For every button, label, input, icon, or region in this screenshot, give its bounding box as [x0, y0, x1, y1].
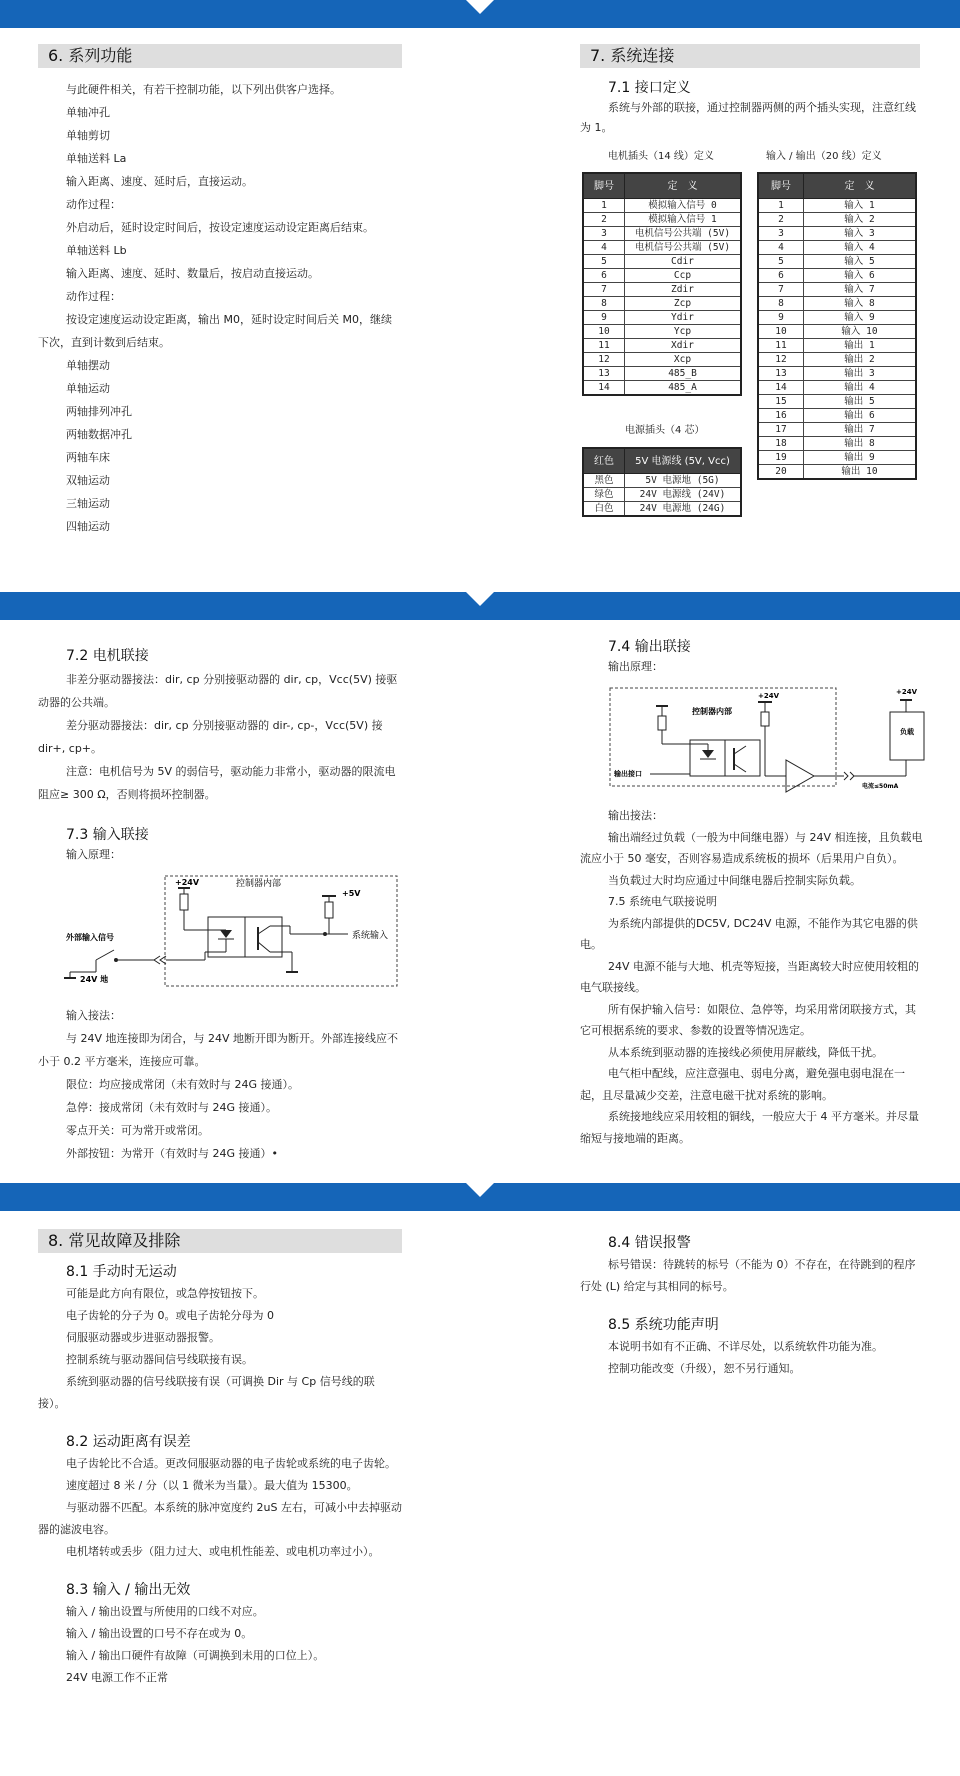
table-cell: 20	[758, 465, 804, 480]
text-line: 单轴送料 La	[66, 152, 127, 165]
section-8-2-p1: 电子齿轮比不合适。更改伺服驱动器的电子齿轮或系统的电子齿轮。	[66, 1457, 396, 1470]
paragraph: 系统接地线应采用较粗的铜线，一般应大于 4 平方毫米。并尽量缩短与接地端的距离。	[580, 1110, 919, 1145]
section-7-2-p3: 注意：电机信号为 5V 的弱信号，驱动能力非常小，驱动器的限流电阻应≥ 300 Ω，否则将损坏控制器。	[38, 765, 396, 801]
section-7-title: 7. 系统连接	[580, 44, 920, 68]
section-6-title: 6. 系列功能	[38, 44, 402, 68]
section-7-4-p2: 当负载过大时均应通过中间继电器后控制实际负载。	[608, 873, 861, 887]
motor-table-header-pin: 脚号	[583, 173, 625, 199]
table-cell: 13	[583, 367, 625, 381]
motor-table-header-def: 定 义	[625, 173, 742, 199]
table-cell: 输入 10	[804, 325, 917, 339]
table-cell: 12	[758, 353, 804, 367]
power-table	[582, 447, 742, 517]
table-cell: 输出 8	[804, 437, 917, 451]
motor-table-caption: 电机插头（14 线）定义	[608, 151, 714, 162]
table-row	[583, 297, 741, 311]
table-cell: 输出 3	[804, 367, 917, 381]
text-line: 动作过程：	[66, 198, 121, 211]
section-7-2-p2: 差分驱动器接法：dir, cp 分别接驱动器的 dir-, cp-，Vcc(5V) 接 dir+, cp+。	[38, 719, 383, 755]
section-7-3-wiring	[38, 1004, 402, 1165]
table-row	[583, 255, 741, 269]
table-row	[583, 502, 741, 517]
table-cell: 10	[758, 325, 804, 339]
text-line: 输入距离、速度、延时后，直接运动。	[66, 175, 253, 188]
io-pin-table	[757, 172, 917, 480]
table-cell: 7	[758, 283, 804, 297]
table-cell: 10	[583, 325, 625, 339]
table-cell: 输入 3	[804, 227, 917, 241]
table-cell: 6	[758, 269, 804, 283]
section-8-4-para: 标号错误：待跳转的标号（不能为 0）不存在，在待跳到的程序行处 (L) 给定与其相同的标号。	[580, 1258, 916, 1293]
table-cell: 1	[583, 199, 625, 213]
table-row	[758, 213, 916, 227]
table-cell: 输出 2	[804, 353, 917, 367]
section-8-5-lines	[580, 1336, 924, 1380]
table-row	[583, 381, 741, 396]
list-item: 急停：接成常闭（未有效时与 24G 接通）。	[66, 1101, 278, 1114]
section-7-4-wiring	[580, 805, 924, 1149]
section-7-3-p1: 与 24V 地连接即为闭合，与 24V 地断开即为断开。外部连接线应不小于 0.2 平方毫米，连接应可靠。	[38, 1032, 399, 1068]
middle-band-1	[0, 592, 960, 620]
list-item: 单轴摆动	[66, 359, 110, 372]
text-line: 可能是此方向有限位，或急停按钮按下。	[66, 1287, 264, 1300]
list-item: 零点开关：可为常开或常闭。	[66, 1124, 209, 1137]
table-cell: 2	[758, 213, 804, 227]
table-cell: 5	[758, 255, 804, 269]
table-cell: Ccp	[625, 269, 742, 283]
input-resistor-1	[180, 894, 188, 910]
table-cell: 黑色	[583, 474, 625, 488]
section-7-3	[38, 824, 402, 863]
section-8-4	[580, 1232, 924, 1380]
table-cell: 电机信号公共端 (5V)	[625, 227, 742, 241]
input-ext-label: 外部输入信号	[66, 933, 114, 942]
section-8-4-title: 8.4 错误报警	[608, 1235, 691, 1251]
table-row	[758, 353, 916, 367]
paragraph: 从本系统到驱动器的连接线必须使用屏蔽线，降低干扰。	[608, 1045, 883, 1059]
output-circuit-diagram	[606, 684, 946, 794]
text-line: 控制功能改变（升级），恕不另行通知。	[608, 1362, 801, 1375]
section-7-4-title: 7.4 输出联接	[608, 639, 691, 655]
text-line: 输入 / 输出口硬件有故障（可调换到未用的口位上）。	[66, 1649, 325, 1662]
table-row	[583, 311, 741, 325]
list-item: 两轴车床	[66, 451, 110, 464]
power-table-header-def: 5V 电源线 (5V, Vcc)	[625, 448, 742, 474]
text-line: 输入距离、速度、延时、数量后，按启动直接运动。	[66, 267, 319, 280]
table-cell: 7	[583, 283, 625, 297]
text-line: 电子齿轮的分子为 0。或电子齿轮分母为 0	[66, 1309, 274, 1322]
table-cell: 输入 1	[804, 199, 917, 213]
input-v5-label: +5V	[342, 889, 361, 898]
table-cell: 11	[583, 339, 625, 353]
list-item: 四轴运动	[66, 520, 110, 533]
text-line: 伺服驱动器或步进驱动器报警。	[66, 1331, 220, 1344]
section-8-5-title: 8.5 系统功能声明	[608, 1317, 719, 1333]
section-8-title: 8. 常见故障及排除	[38, 1229, 402, 1253]
list-item: 限位：均应接成常闭（未有效时与 24G 接通）。	[66, 1078, 300, 1091]
section-7-2-title: 7.2 电机联接	[66, 648, 149, 664]
table-cell: 白色	[583, 502, 625, 517]
table-cell: 2	[583, 213, 625, 227]
output-load-box	[890, 712, 924, 760]
input-gnd-label: 24V 地	[80, 975, 109, 984]
table-cell: 3	[758, 227, 804, 241]
table-row	[758, 283, 916, 297]
table-row	[583, 213, 741, 227]
table-row	[758, 339, 916, 353]
table-row	[758, 437, 916, 451]
table-cell: 输出 7	[804, 423, 917, 437]
power-table-header-color: 红色	[583, 448, 625, 474]
table-cell: 输出 10	[804, 465, 917, 480]
table-row	[583, 353, 741, 367]
table-row	[583, 269, 741, 283]
table-cell: 输入 8	[804, 297, 917, 311]
section-7-5-paras	[580, 913, 924, 1150]
table-row	[758, 255, 916, 269]
output-inner-dashed-box	[610, 688, 836, 786]
text-line: 单轴剪切	[66, 129, 110, 142]
table-cell: Zdir	[625, 283, 742, 297]
table-cell: 3	[583, 227, 625, 241]
io-table-header-def: 定 义	[804, 173, 917, 199]
table-cell: 17	[758, 423, 804, 437]
output-load-label: 负载	[900, 728, 914, 736]
table-cell: 485_B	[625, 367, 742, 381]
table-row	[758, 423, 916, 437]
table-cell: 24V 电源线 (24V)	[625, 488, 742, 502]
table-row	[758, 409, 916, 423]
section-8-2-p2: 速度超过 8 米 / 分（以 1 微米为当量）。最大值为 15300。	[66, 1479, 358, 1492]
input-sysin-label: 系统输入	[352, 931, 389, 941]
section-8-1-title: 8.1 手动时无运动	[66, 1264, 177, 1280]
table-cell: 9	[583, 311, 625, 325]
table-row	[583, 325, 741, 339]
table-cell: Ycp	[625, 325, 742, 339]
table-row	[583, 199, 741, 213]
output-buffer-triangle	[786, 760, 814, 792]
output-current-label: 电流≤50mA	[862, 783, 899, 790]
table-row	[758, 367, 916, 381]
table-cell: 输出 1	[804, 339, 917, 353]
section-8-1-lines	[38, 1283, 402, 1371]
table-row	[583, 339, 741, 353]
table-cell: 输入 4	[804, 241, 917, 255]
table-row	[758, 241, 916, 255]
motor-pin-table	[582, 172, 742, 396]
table-row	[758, 395, 916, 409]
table-cell: 输入 6	[804, 269, 917, 283]
middle-band-2	[0, 1183, 960, 1211]
list-item: 外部按钮：为常开（有效时与 24G 接通）•	[66, 1147, 279, 1160]
section-7-4-wiring-title: 输出接法：	[608, 809, 663, 822]
section-7-2	[38, 645, 402, 806]
table-cell: 输入 9	[804, 311, 917, 325]
table-cell: 13	[758, 367, 804, 381]
table-cell: 电机信号公共端 (5V)	[625, 241, 742, 255]
section-8-3-lines	[38, 1601, 402, 1689]
text-line: 单轴冲孔	[66, 106, 110, 119]
table-cell: 14	[583, 381, 625, 396]
text-line: 本说明书如有不正确、不详尽处，以系统软件功能为准。	[608, 1340, 883, 1353]
table-cell: 12	[583, 353, 625, 367]
text-line: 外启动后，延时设定时间后，按设定速度运动设定距离后结束。	[66, 221, 374, 234]
section-8-2-p4: 电机堵转或丢步（阻力过大、或电机性能差、或电机功率过小）。	[66, 1545, 380, 1558]
section-8-1-para: 系统到驱动器的信号线联接有误（可调换 Dir 与 Cp 信号线的联接）。	[38, 1375, 375, 1410]
table-row	[758, 451, 916, 465]
list-item: 两轴排列冲孔	[66, 405, 132, 418]
section-7-5-title: 7.5 系统电气联接说明	[608, 895, 717, 908]
table-cell: 15	[758, 395, 804, 409]
section-8	[38, 1229, 402, 1689]
section-8-2-p3: 与驱动器不匹配。本系统的脉冲宽度约 2uS 左右，可减小中去掉驱动器的滤波电容。	[38, 1501, 402, 1536]
input-v24-label: +24V	[175, 878, 200, 887]
section-6	[38, 44, 402, 538]
table-row	[758, 227, 916, 241]
table-cell: 输出 5	[804, 395, 917, 409]
section-7-3-principle: 输入原理：	[66, 848, 121, 861]
output-v24a-label: +24V	[758, 692, 780, 700]
section-7	[580, 44, 920, 138]
table-cell: 8	[758, 297, 804, 311]
paragraph: 24V 电源不能与大地、机壳等短接，当距离较大时应使用较粗的电气联接线。	[580, 959, 920, 994]
table-cell: 输入 5	[804, 255, 917, 269]
table-row	[758, 325, 916, 339]
table-cell: 11	[758, 339, 804, 353]
text-line: 控制系统与驱动器间信号线联接有误。	[66, 1353, 253, 1366]
section-6-list	[38, 354, 402, 538]
output-v24b-label: +24V	[896, 688, 918, 696]
table-cell: 4	[758, 241, 804, 255]
list-item: 单轴运动	[66, 382, 110, 395]
table-cell: 输出 4	[804, 381, 917, 395]
table-cell: 9	[758, 311, 804, 325]
text-line: 24V 电源工作不正常	[66, 1671, 169, 1684]
table-cell: 输出 6	[804, 409, 917, 423]
section-7-4-principle: 输出原理：	[608, 660, 663, 673]
paragraph: 电气柜中配线，应注意强电、弱电分离，避免强电弱电混在一起，且尽量减少交差，注意电磁干扰对系统的影响。	[580, 1067, 905, 1102]
table-cell: 模拟输入信号 0	[625, 199, 742, 213]
table-row	[758, 381, 916, 395]
section-6-lines	[38, 78, 402, 308]
paragraph: 所有保护输入信号：如限位、急停等，均采用常闭联接方式，其它可根据系统的要求、参数的设置等情况选定。	[580, 1002, 916, 1037]
table-cell: 6	[583, 269, 625, 283]
io-table-header-pin: 脚号	[758, 173, 804, 199]
list-item: 三轴运动	[66, 497, 110, 510]
top-band	[0, 0, 960, 28]
table-row	[583, 488, 741, 502]
section-7-3-items	[38, 1073, 402, 1165]
section-7-4	[580, 636, 920, 675]
section-7-1-desc: 系统与外部的联接，通过控制器两侧的两个插头实现，注意红线为 1。	[580, 101, 916, 134]
list-item: 两轴数据冲孔	[66, 428, 132, 441]
section-7-2-p1: 非差分驱动器接法：dir, cp 分别接驱动器的 dir, cp，Vcc(5V) 接驱动器的公共端。	[38, 673, 398, 709]
table-cell: 16	[758, 409, 804, 423]
power-table-caption: 电源插头（4 芯）	[625, 425, 705, 436]
text-line: 动作过程：	[66, 290, 121, 303]
io-table-caption: 输入 / 输出（20 线）定义	[766, 151, 882, 162]
input-circuit-diagram	[60, 872, 420, 992]
output-resistor-2	[761, 712, 769, 726]
section-7-1-title: 7.1 接口定义	[608, 80, 691, 96]
table-cell: 19	[758, 451, 804, 465]
table-cell: 输入 7	[804, 283, 917, 297]
text-line: 输入 / 输出设置的口号不存在或为 0。	[66, 1627, 253, 1640]
table-row	[758, 297, 916, 311]
table-cell: Zcp	[625, 297, 742, 311]
table-cell: 输出 9	[804, 451, 917, 465]
input-inner-label: 控制器内部	[236, 879, 282, 889]
table-cell: 5	[583, 255, 625, 269]
table-row	[758, 199, 916, 213]
section-6-paragraph: 按设定速度运动设定距离，输出 M0，延时设定时间后关 M0，继续下次，直到计数到后结束。	[38, 313, 392, 349]
table-cell: Cdir	[625, 255, 742, 269]
output-resistor-1	[658, 716, 666, 730]
table-row	[583, 367, 741, 381]
section-7-3-title: 7.3 输入联接	[66, 827, 149, 843]
table-cell: Ydir	[625, 311, 742, 325]
output-inner-label: 控制器内部	[692, 707, 732, 716]
table-cell: Xcp	[625, 353, 742, 367]
paragraph: 为系统内部提供的DC5V, DC24V 电源，不能作为其它电器的供电。	[580, 916, 918, 951]
table-cell: 4	[583, 241, 625, 255]
section-8-3-title: 8.3 输入 / 输出无效	[66, 1582, 191, 1598]
section-7-4-p1: 输出端经过负载（一般为中间继电器）与 24V 相连接，且负载电流应小于 50 毫安，否则容易造成系统板的损坏（后果用户自负）。	[580, 830, 923, 865]
table-cell: 绿色	[583, 488, 625, 502]
section-7-3-wiring-title: 输入接法：	[66, 1009, 121, 1022]
table-cell: 24V 电源地 (24G)	[625, 502, 742, 517]
list-item: 双轴运动	[66, 474, 110, 487]
table-cell: 14	[758, 381, 804, 395]
table-row	[583, 227, 741, 241]
text-line: 输入 / 输出设置与所使用的口线不对应。	[66, 1605, 264, 1618]
table-cell: 输入 2	[804, 213, 917, 227]
table-cell: Xdir	[625, 339, 742, 353]
table-cell: 485_A	[625, 381, 742, 396]
input-resistor-2	[325, 902, 333, 918]
table-cell: 5V 电源地 (5G)	[625, 474, 742, 488]
table-row	[583, 241, 741, 255]
table-row	[758, 311, 916, 325]
text-line: 与此硬件相关，有若干控制功能，以下列出供客户选择。	[66, 83, 341, 96]
table-cell: 1	[758, 199, 804, 213]
table-cell: 8	[583, 297, 625, 311]
table-cell: 18	[758, 437, 804, 451]
table-row	[583, 474, 741, 488]
table-row	[583, 283, 741, 297]
table-cell: 模拟输入信号 1	[625, 213, 742, 227]
text-line: 单轴送料 Lb	[66, 244, 127, 257]
output-port-label: 输出接口	[614, 770, 642, 778]
table-row	[758, 269, 916, 283]
table-row	[758, 465, 916, 480]
section-8-2-title: 8.2 运动距离有误差	[66, 1434, 191, 1450]
